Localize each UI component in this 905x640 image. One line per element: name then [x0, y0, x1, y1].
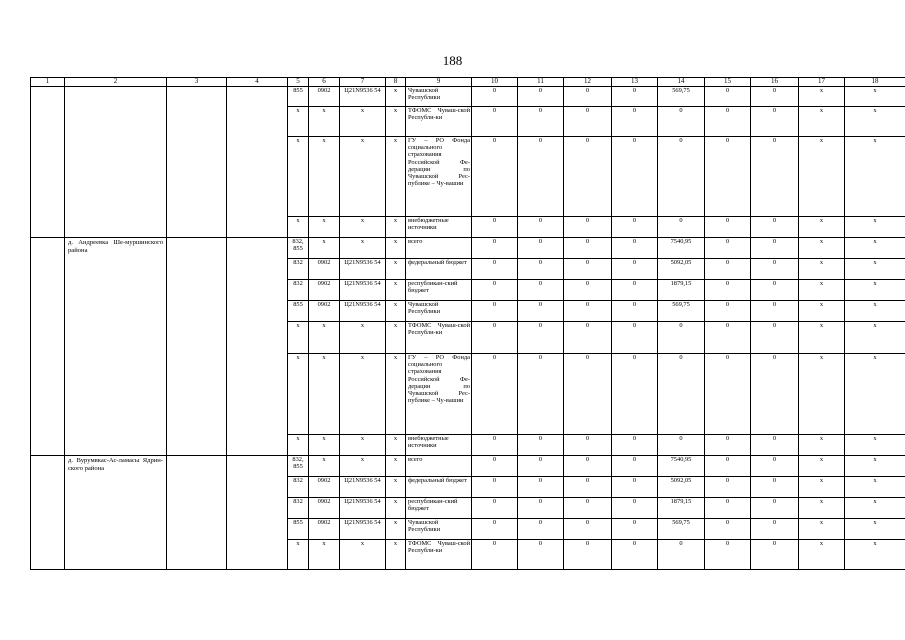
admin-code-cell: x: [288, 217, 309, 238]
target-code-cell: Ц21N9536 54: [340, 87, 386, 107]
value-col-10-cell: 0: [472, 477, 518, 498]
value-col-15-cell: 0: [705, 540, 751, 570]
value-col-11-cell: 0: [518, 87, 564, 107]
col3-cell: [167, 456, 227, 570]
value-col-11-cell: 0: [518, 217, 564, 238]
value-col-14-cell: 0: [658, 137, 705, 217]
value-col-15-cell: 0: [705, 354, 751, 435]
value-col-15-cell: 0: [705, 456, 751, 477]
value-col-13-cell: 0: [612, 322, 658, 354]
admin-code-cell: 855: [288, 301, 309, 322]
col3-continuation-cell: [167, 87, 227, 238]
value-col-11-cell: 0: [518, 435, 564, 456]
value-col-12-cell: 0: [564, 456, 612, 477]
funding-source-cell: ТФОМС Чуваш-ской Республи-ки: [406, 107, 472, 137]
value-col-18-cell: x: [845, 301, 905, 322]
value-col-16-cell: 0: [751, 107, 799, 137]
value-col-13-cell: 0: [612, 477, 658, 498]
column-header-10: 10: [472, 78, 518, 87]
value-col-10-cell: 0: [472, 301, 518, 322]
col1-cell: [31, 238, 65, 456]
value-col-15-cell: 0: [705, 217, 751, 238]
value-col-17-cell: x: [799, 354, 845, 435]
value-col-10-cell: 0: [472, 259, 518, 280]
value-col-17-cell: x: [799, 238, 845, 259]
value-col-18-cell: x: [845, 107, 905, 137]
section-code-cell: 0902: [309, 498, 340, 519]
budget-table: [30, 77, 905, 570]
value-col-17-cell: x: [799, 519, 845, 540]
expense-type-cell: x: [386, 238, 406, 259]
value-col-16-cell: 0: [751, 87, 799, 107]
funding-source-cell: республикан-ский бюджет: [406, 280, 472, 301]
value-col-11-cell: 0: [518, 456, 564, 477]
page-number: 188: [442, 53, 463, 68]
value-col-14-cell: 0: [658, 107, 705, 137]
admin-code-cell: x: [288, 107, 309, 137]
column-header-11: 11: [518, 78, 564, 87]
value-col-11-cell: 0: [518, 137, 564, 217]
value-col-10-cell: 0: [472, 137, 518, 217]
value-col-16-cell: 0: [751, 217, 799, 238]
admin-code-cell: 832: [288, 477, 309, 498]
funding-source-cell: Чувашской Республики: [406, 519, 472, 540]
admin-code-cell: x: [288, 322, 309, 354]
value-col-12-cell: 0: [564, 354, 612, 435]
target-code-cell: x: [340, 107, 386, 137]
expense-type-cell: x: [386, 477, 406, 498]
value-col-17-cell: x: [799, 107, 845, 137]
column-header-4: 4: [227, 78, 288, 87]
value-col-18-cell: x: [845, 477, 905, 498]
column-header-15: 15: [705, 78, 751, 87]
value-col-16-cell: 0: [751, 301, 799, 322]
column-header-14: 14: [658, 78, 705, 87]
value-col-13-cell: 0: [612, 217, 658, 238]
value-col-12-cell: 0: [564, 107, 612, 137]
value-col-16-cell: 0: [751, 435, 799, 456]
value-col-17-cell: x: [799, 456, 845, 477]
section-code-cell: x: [309, 456, 340, 477]
value-col-18-cell: x: [845, 540, 905, 570]
value-col-10-cell: 0: [472, 217, 518, 238]
value-col-14-cell: 0: [658, 217, 705, 238]
value-col-15-cell: 0: [705, 477, 751, 498]
column-header-6: 6: [309, 78, 340, 87]
value-col-15-cell: 0: [705, 498, 751, 519]
value-col-18-cell: x: [845, 354, 905, 435]
table-bottom-rule: [30, 569, 875, 570]
section-code-cell: x: [309, 322, 340, 354]
value-col-12-cell: 0: [564, 238, 612, 259]
expense-type-cell: x: [386, 435, 406, 456]
value-col-10-cell: 0: [472, 435, 518, 456]
column-header-16: 16: [751, 78, 799, 87]
expense-type-cell: x: [386, 322, 406, 354]
col1-continuation-cell: [31, 87, 65, 238]
value-col-12-cell: 0: [564, 259, 612, 280]
value-col-12-cell: 0: [564, 87, 612, 107]
table-row: [31, 456, 905, 477]
admin-code-cell: 855: [288, 519, 309, 540]
value-col-16-cell: 0: [751, 519, 799, 540]
value-col-13-cell: 0: [612, 280, 658, 301]
value-col-14-cell: 569,75: [658, 87, 705, 107]
value-col-10-cell: 0: [472, 498, 518, 519]
value-col-11-cell: 0: [518, 280, 564, 301]
value-col-13-cell: 0: [612, 107, 658, 137]
value-col-17-cell: x: [799, 301, 845, 322]
section-code-cell: x: [309, 354, 340, 435]
value-col-14-cell: 569,75: [658, 301, 705, 322]
value-col-13-cell: 0: [612, 259, 658, 280]
value-col-17-cell: x: [799, 87, 845, 107]
table-row: [31, 238, 905, 259]
settlement-name-cell: д. Андреевка Ше-муршинского района: [65, 238, 167, 456]
value-col-15-cell: 0: [705, 280, 751, 301]
value-col-12-cell: 0: [564, 540, 612, 570]
expense-type-cell: x: [386, 498, 406, 519]
value-col-15-cell: 0: [705, 322, 751, 354]
value-col-16-cell: 0: [751, 322, 799, 354]
col2-continuation-cell: [65, 87, 167, 238]
value-col-12-cell: 0: [564, 137, 612, 217]
value-col-14-cell: 1879,15: [658, 280, 705, 301]
value-col-18-cell: x: [845, 498, 905, 519]
value-col-10-cell: 0: [472, 354, 518, 435]
column-header-8: 8: [386, 78, 406, 87]
value-col-10-cell: 0: [472, 540, 518, 570]
value-col-17-cell: x: [799, 217, 845, 238]
value-col-17-cell: x: [799, 322, 845, 354]
value-col-12-cell: 0: [564, 435, 612, 456]
column-number-header-row: [31, 78, 905, 87]
expense-type-cell: x: [386, 456, 406, 477]
value-col-18-cell: x: [845, 217, 905, 238]
value-col-16-cell: 0: [751, 280, 799, 301]
value-col-12-cell: 0: [564, 477, 612, 498]
value-col-11-cell: 0: [518, 322, 564, 354]
col3-cell: [167, 238, 227, 456]
section-code-cell: x: [309, 137, 340, 217]
value-col-13-cell: 0: [612, 498, 658, 519]
col4-continuation-cell: [227, 87, 288, 238]
column-header-1: 1: [31, 78, 65, 87]
admin-code-cell: x: [288, 435, 309, 456]
funding-source-cell: федеральный бюджет: [406, 259, 472, 280]
funding-source-cell: ГУ – РО Фонда социального страхования Российской Фе-дерации по Чувашской Рес-публике – Чу-вашии: [406, 137, 472, 217]
value-col-11-cell: 0: [518, 259, 564, 280]
admin-code-cell: x: [288, 354, 309, 435]
admin-code-cell: 832: [288, 498, 309, 519]
section-code-cell: x: [309, 217, 340, 238]
value-col-16-cell: 0: [751, 137, 799, 217]
admin-code-cell: 832, 855: [288, 238, 309, 259]
value-col-13-cell: 0: [612, 238, 658, 259]
value-col-11-cell: 0: [518, 540, 564, 570]
value-col-12-cell: 0: [564, 498, 612, 519]
target-code-cell: Ц21N9536 54: [340, 498, 386, 519]
value-col-18-cell: x: [845, 456, 905, 477]
value-col-16-cell: 0: [751, 456, 799, 477]
column-header-18: 18: [845, 78, 905, 87]
value-col-18-cell: x: [845, 519, 905, 540]
value-col-11-cell: 0: [518, 498, 564, 519]
expense-type-cell: x: [386, 519, 406, 540]
value-col-12-cell: 0: [564, 301, 612, 322]
value-col-10-cell: 0: [472, 456, 518, 477]
target-code-cell: x: [340, 137, 386, 217]
funding-source-cell: внебюджетные источники: [406, 217, 472, 238]
value-col-14-cell: 7540,95: [658, 456, 705, 477]
section-code-cell: 0902: [309, 519, 340, 540]
value-col-10-cell: 0: [472, 280, 518, 301]
funding-source-cell: всего: [406, 456, 472, 477]
value-col-11-cell: 0: [518, 477, 564, 498]
target-code-cell: Ц21N9536 54: [340, 280, 386, 301]
target-code-cell: x: [340, 217, 386, 238]
section-code-cell: 0902: [309, 87, 340, 107]
target-code-cell: Ц21N9536 54: [340, 259, 386, 280]
col1-cell: [31, 456, 65, 570]
value-col-18-cell: x: [845, 322, 905, 354]
value-col-12-cell: 0: [564, 280, 612, 301]
value-col-17-cell: x: [799, 477, 845, 498]
expense-type-cell: x: [386, 87, 406, 107]
value-col-13-cell: 0: [612, 301, 658, 322]
value-col-18-cell: x: [845, 280, 905, 301]
target-code-cell: Ц21N9536 54: [340, 301, 386, 322]
expense-type-cell: x: [386, 259, 406, 280]
col4-cell: [227, 456, 288, 570]
value-col-10-cell: 0: [472, 87, 518, 107]
column-header-7: 7: [340, 78, 386, 87]
expense-type-cell: x: [386, 301, 406, 322]
target-code-cell: x: [340, 354, 386, 435]
value-col-11-cell: 0: [518, 107, 564, 137]
value-col-14-cell: 5092,05: [658, 477, 705, 498]
value-col-18-cell: x: [845, 259, 905, 280]
funding-source-cell: внебюджетные источники: [406, 435, 472, 456]
expense-type-cell: x: [386, 280, 406, 301]
value-col-13-cell: 0: [612, 456, 658, 477]
section-code-cell: 0902: [309, 301, 340, 322]
target-code-cell: x: [340, 435, 386, 456]
value-col-17-cell: x: [799, 259, 845, 280]
funding-source-cell: ГУ – РО Фонда социального страхования Российской Фе-дерации по Чувашской Рес-публике – Чу-вашии: [406, 354, 472, 435]
value-col-16-cell: 0: [751, 498, 799, 519]
target-code-cell: x: [340, 238, 386, 259]
value-col-13-cell: 0: [612, 354, 658, 435]
value-col-10-cell: 0: [472, 519, 518, 540]
value-col-15-cell: 0: [705, 435, 751, 456]
target-code-cell: x: [340, 540, 386, 570]
funding-source-cell: федеральный бюджет: [406, 477, 472, 498]
value-col-14-cell: 7540,95: [658, 238, 705, 259]
value-col-17-cell: x: [799, 137, 845, 217]
column-header-12: 12: [564, 78, 612, 87]
column-header-9: 9: [406, 78, 472, 87]
expense-type-cell: x: [386, 217, 406, 238]
value-col-14-cell: 0: [658, 354, 705, 435]
value-col-11-cell: 0: [518, 238, 564, 259]
expense-type-cell: x: [386, 137, 406, 217]
settlement-name-cell: д. Вурумвкас-Ас-ламасы Ядрин-ского района: [65, 456, 167, 570]
expense-type-cell: x: [386, 354, 406, 435]
target-code-cell: Ц21N9536 54: [340, 477, 386, 498]
admin-code-cell: 832, 855: [288, 456, 309, 477]
value-col-17-cell: x: [799, 498, 845, 519]
section-code-cell: x: [309, 107, 340, 137]
value-col-15-cell: 0: [705, 137, 751, 217]
value-col-11-cell: 0: [518, 354, 564, 435]
funding-source-cell: ТФОМС Чуваш-ской Республи-ки: [406, 540, 472, 570]
column-header-2: 2: [65, 78, 167, 87]
value-col-10-cell: 0: [472, 322, 518, 354]
value-col-15-cell: 0: [705, 301, 751, 322]
value-col-14-cell: 1879,15: [658, 498, 705, 519]
value-col-17-cell: x: [799, 280, 845, 301]
value-col-16-cell: 0: [751, 477, 799, 498]
value-col-15-cell: 0: [705, 107, 751, 137]
value-col-15-cell: 0: [705, 259, 751, 280]
value-col-15-cell: 0: [705, 238, 751, 259]
section-code-cell: 0902: [309, 280, 340, 301]
value-col-10-cell: 0: [472, 107, 518, 137]
value-col-13-cell: 0: [612, 540, 658, 570]
value-col-10-cell: 0: [472, 238, 518, 259]
value-col-15-cell: 0: [705, 519, 751, 540]
value-col-11-cell: 0: [518, 301, 564, 322]
section-code-cell: 0902: [309, 477, 340, 498]
value-col-18-cell: x: [845, 87, 905, 107]
value-col-12-cell: 0: [564, 322, 612, 354]
section-code-cell: x: [309, 540, 340, 570]
column-header-5: 5: [288, 78, 309, 87]
admin-code-cell: 855: [288, 87, 309, 107]
value-col-18-cell: x: [845, 238, 905, 259]
value-col-16-cell: 0: [751, 354, 799, 435]
column-header-17: 17: [799, 78, 845, 87]
column-header-13: 13: [612, 78, 658, 87]
value-col-11-cell: 0: [518, 519, 564, 540]
column-header-3: 3: [167, 78, 227, 87]
value-col-14-cell: 5092,05: [658, 259, 705, 280]
value-col-16-cell: 0: [751, 540, 799, 570]
section-code-cell: x: [309, 435, 340, 456]
funding-source-cell: республикан-ский бюджет: [406, 498, 472, 519]
admin-code-cell: 832: [288, 259, 309, 280]
value-col-13-cell: 0: [612, 519, 658, 540]
value-col-18-cell: x: [845, 137, 905, 217]
section-code-cell: x: [309, 238, 340, 259]
funding-source-cell: Чувашской Республики: [406, 87, 472, 107]
value-col-17-cell: x: [799, 435, 845, 456]
value-col-14-cell: 0: [658, 435, 705, 456]
target-code-cell: Ц21N9536 54: [340, 519, 386, 540]
value-col-12-cell: 0: [564, 519, 612, 540]
admin-code-cell: 832: [288, 280, 309, 301]
target-code-cell: x: [340, 322, 386, 354]
value-col-14-cell: 0: [658, 540, 705, 570]
value-col-12-cell: 0: [564, 217, 612, 238]
expense-type-cell: x: [386, 107, 406, 137]
value-col-15-cell: 0: [705, 87, 751, 107]
funding-source-cell: всего: [406, 238, 472, 259]
expense-type-cell: x: [386, 540, 406, 570]
value-col-17-cell: x: [799, 540, 845, 570]
value-col-13-cell: 0: [612, 87, 658, 107]
section-code-cell: 0902: [309, 259, 340, 280]
value-col-16-cell: 0: [751, 238, 799, 259]
funding-source-cell: Чувашской Республики: [406, 301, 472, 322]
target-code-cell: x: [340, 456, 386, 477]
funding-source-cell: ТФОМС Чуваш-ской Республи-ки: [406, 322, 472, 354]
col4-cell: [227, 238, 288, 456]
admin-code-cell: x: [288, 540, 309, 570]
value-col-18-cell: x: [845, 435, 905, 456]
value-col-13-cell: 0: [612, 435, 658, 456]
value-col-16-cell: 0: [751, 259, 799, 280]
value-col-13-cell: 0: [612, 137, 658, 217]
table-row: [31, 87, 905, 107]
value-col-14-cell: 0: [658, 322, 705, 354]
value-col-14-cell: 569,75: [658, 519, 705, 540]
admin-code-cell: x: [288, 137, 309, 217]
